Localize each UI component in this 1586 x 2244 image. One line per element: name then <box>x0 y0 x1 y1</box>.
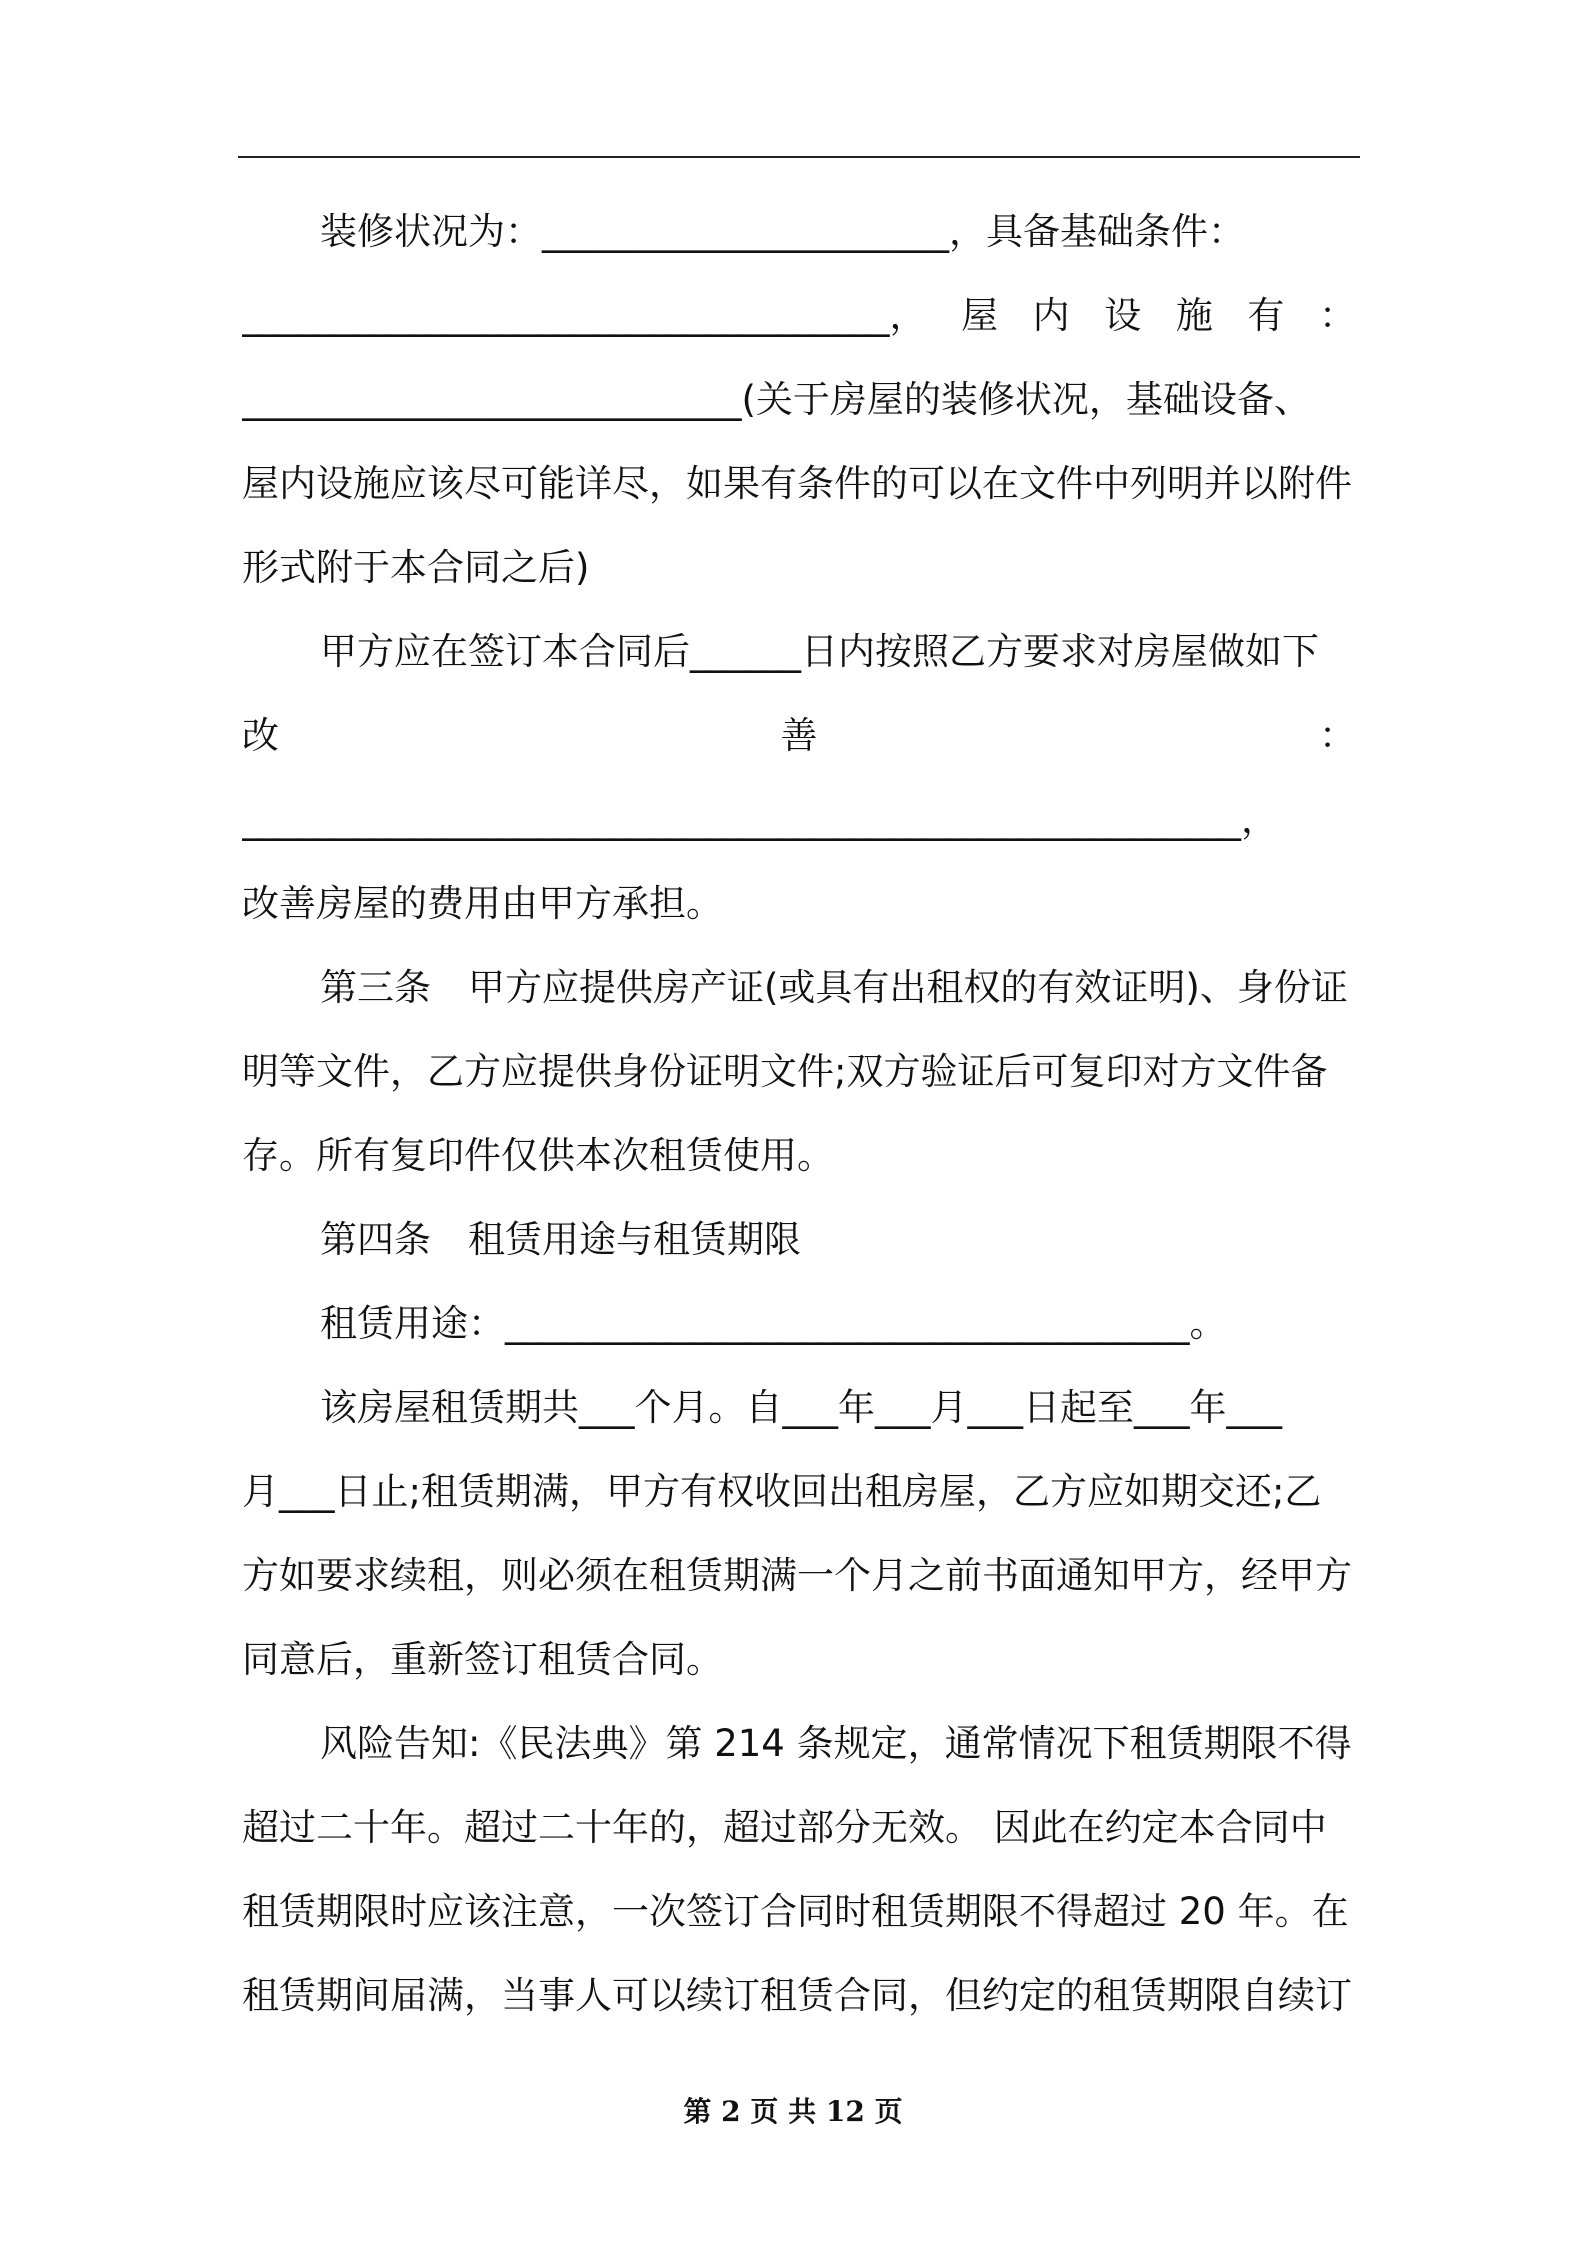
text-line-6: 甲方应在签订本合同后______日内按照乙方要求对房屋做如下 <box>320 630 1319 673</box>
line-2-char: 设 <box>1104 294 1142 337</box>
text-line-5: 形式附于本合同之后) <box>242 546 590 589</box>
line-2-char: 有 <box>1247 294 1285 337</box>
text-line-18: 同意后，重新签订租赁合同。 <box>242 1638 723 1681</box>
header-rule <box>238 156 1360 158</box>
document-body <box>242 190 1356 2038</box>
text-line-4: 屋内设施应该尽可能详尽，如果有条件的可以在文件中列明并以附件 <box>242 462 1352 505</box>
text-line-8: ______________________________________________________， <box>242 798 1278 841</box>
text-line-20: 超过二十年。超过二十年的，超过部分无效。 因此在约定本合同中 <box>242 1806 1327 1849</box>
text-line-3: ___________________________(关于房屋的装修状况，基础设备、 <box>242 378 1311 421</box>
text-line-21: 租赁期限时应该注意，一次签订合同时租赁期限不得超过 20 年。在 <box>242 1890 1349 1933</box>
text-line-15: 该房屋租赁期共___个月。自___年___月___日起至___年___ <box>320 1386 1282 1429</box>
line-7-char: ： <box>1319 714 1356 757</box>
text-line-1: 装修状况为：______________________，具备基础条件： <box>320 210 1245 253</box>
line-2-char: ： <box>1318 294 1356 337</box>
text-line-14: 租赁用途：_____________________________________。 <box>320 1302 1227 1345</box>
text-line-13: 第四条 租赁用途与租赁期限 <box>320 1218 801 1261</box>
line-2-char: 施 <box>1175 294 1213 337</box>
line-2-blank: ___________________________________， <box>242 294 927 337</box>
text-line-19: 风险告知:《民法典》第 214 条规定，通常情况下租赁期限不得 <box>320 1722 1352 1765</box>
text-line-22: 租赁期间届满，当事人可以续订租赁合同，但约定的租赁期限自续订 <box>242 1974 1352 2017</box>
line-7-char: 善 <box>780 714 818 757</box>
text-line-16: 月___日止;租赁期满，甲方有权收回出租房屋，乙方应如期交还;乙 <box>242 1470 1322 1513</box>
line-7-char: 改 <box>242 714 279 757</box>
text-line-9: 改善房屋的费用由甲方承担。 <box>242 882 723 925</box>
line-2-char: 内 <box>1032 294 1070 337</box>
text-line-7 <box>242 694 1356 778</box>
text-line-10: 第三条 甲方应提供房产证(或具有出租权的有效证明)、身份证 <box>320 966 1348 1009</box>
text-line-11: 明等文件，乙方应提供身份证明文件;双方验证后可复印对方文件备 <box>242 1050 1328 1093</box>
text-line-12: 存。所有复印件仅供本次租赁使用。 <box>242 1134 834 1177</box>
text-line-17: 方如要求续租，则必须在租赁期满一个月之前书面通知甲方，经甲方 <box>242 1554 1352 1597</box>
line-2-char: 屋 <box>961 294 999 337</box>
page-number-footer: 第 2 页 共 12 页 <box>683 2095 903 2128</box>
text-line-2 <box>242 274 1356 358</box>
